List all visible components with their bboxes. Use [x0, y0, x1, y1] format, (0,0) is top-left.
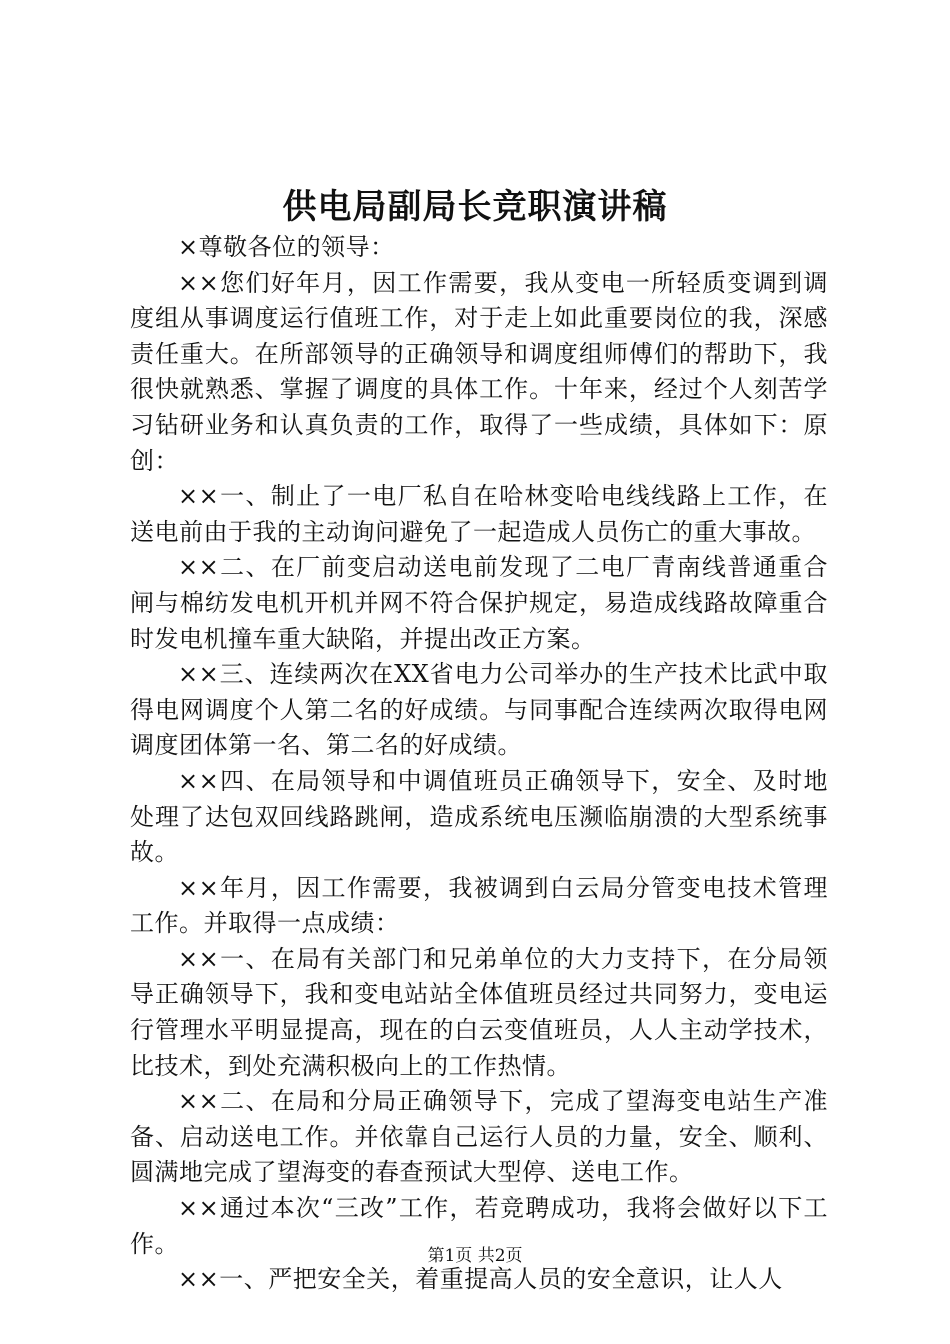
- paragraph-greeting: ×尊敬各位的领导：: [178, 233, 395, 261]
- paragraph-achievement-2: ××二、在厂前变启动送电前发现了二电厂青南线普通重合闸与棉纺发电机开机并网不符合保护规定，易造成线路故障重合时发电机撞车重大缺陷，并提出改正方案。: [130, 553, 828, 653]
- paragraph-plan-intro: ××通过本次“三改”工作，若竞聘成功，我将会做好以下工作。: [130, 1194, 828, 1258]
- document-body: [130, 230, 828, 1298]
- page-footer: 第1页 共2页: [427, 1246, 523, 1266]
- paragraph-achievement-1: ××一、制止了一电厂私自在哈林变哈电线线路上工作，在送电前由于我的主动询问避免了一起造成人员伤亡的重大事故。: [130, 482, 828, 546]
- paragraph-baiyun-2: ××二、在局和分局正确领导下，完成了望海变电站生产准备、启动送电工作。并依靠自己运行人员的力量，安全、顺利、圆满地完成了望海变的春查预试大型停、送电工作。: [130, 1087, 828, 1187]
- paragraph-baiyun-1: ××一、在局有关部门和兄弟单位的大力支持下，在分局领导正确领导下，我和变电站站全体值班员经过共同努力，变电运行管理水平明显提高，现在的白云变值班员，人人主动学技术，比技术，到处充满积极向上的工作热情。: [130, 944, 828, 1080]
- paragraph-achievement-3: ××三、连续两次在XX省电力公司举办的生产技术比武中取得电网调度个人第二名的好成绩。与同事配合连续两次取得电网调度团体第一名、第二名的好成绩。: [130, 660, 828, 760]
- paragraph-intro: ××您们好年月，因工作需要，我从变电一所轻质变调到调度组从事调度运行值班工作，对于走上如此重要岗位的我，深感责任重大。在所部领导的正确领导和调度组师傅们的帮助下，我很快就熟悉、掌握了调度的具体工作。十年来，经过个人刻苦学习钻研业务和认真负责的工作，取得了一些成绩，具体如下：原创：: [130, 268, 828, 475]
- paragraph-transfer: ××年月，因工作需要，我被调到白云局分管变电技术管理工作。并取得一点成绩：: [130, 873, 828, 938]
- document-title: 供电局副局长竞职演讲稿: [282, 187, 668, 227]
- paragraph-plan-1: ××一、严把安全关，着重提高人员的安全意识，让人人: [178, 1265, 783, 1294]
- paragraph-achievement-4: ××四、在局领导和中调值班员正确领导下，安全、及时地处理了达包双回线路跳闸，造成系统电压濒临崩溃的大型系统事故。: [130, 766, 828, 867]
